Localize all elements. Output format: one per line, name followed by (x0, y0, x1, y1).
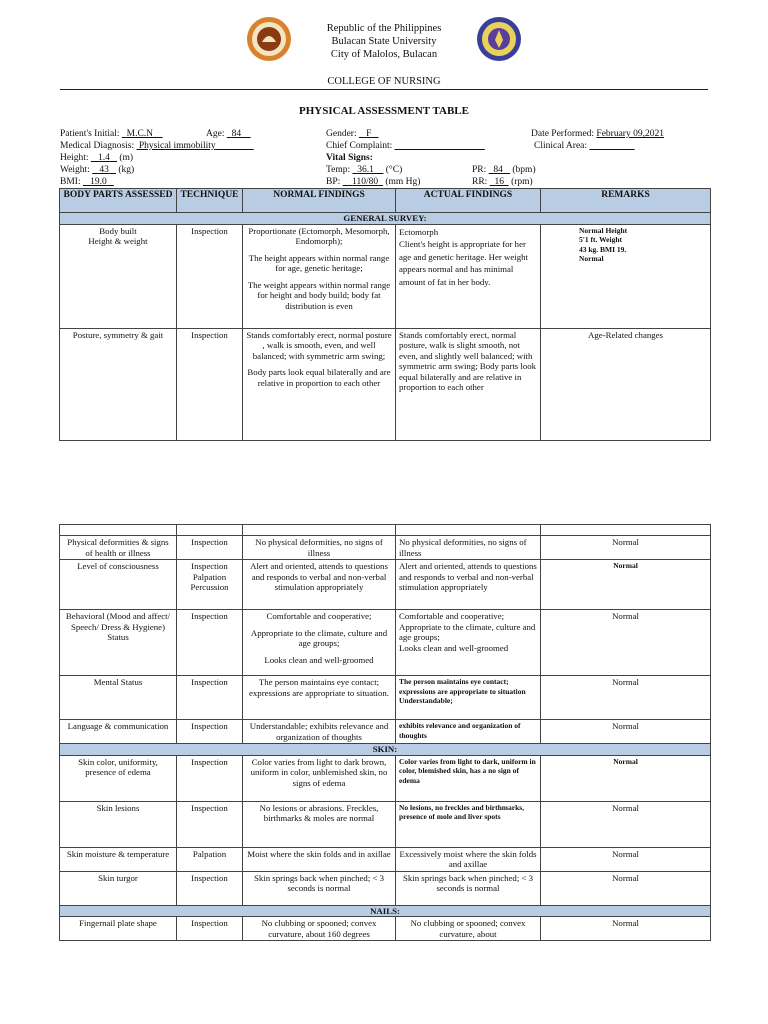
body-part-cell: Mental Status (60, 676, 177, 720)
table-row (60, 610, 711, 676)
patient-gender (326, 129, 379, 140)
technique-cell: Inspection (177, 610, 243, 676)
vital-signs-label: Vital Signs: (326, 153, 373, 163)
table-row (60, 917, 711, 941)
weight-label: Weight: (60, 165, 90, 175)
blood-pressure (326, 177, 420, 188)
table-row (60, 871, 711, 905)
empty-header-row (60, 525, 711, 536)
empty-cell (243, 525, 396, 536)
header-divider (60, 89, 708, 90)
normal-findings-cell: Alert and oriented, attends to questions and responds to verbal and non-verbal stimulation appropriately (243, 560, 396, 610)
body-part-cell: Body built Height & weight (60, 224, 177, 328)
assessment-table-part2 (59, 524, 711, 941)
bmi (60, 177, 114, 188)
actual-findings-cell: exhibits relevance and organization of thoughts (396, 720, 541, 744)
normal-text: Looks clean and well-groomed (264, 654, 374, 665)
pr-unit: (bpm) (512, 165, 536, 175)
gender-value: F (366, 129, 372, 139)
actual-findings-cell: Color varies from light to dark, uniform in color, blemished skin, has a no sign of edema (396, 755, 541, 801)
normal-text: The height appears within normal range for age, genetic heritage; (248, 252, 390, 273)
technique-cell: Inspection (177, 801, 243, 847)
clinical-label: Clinical Area: (534, 141, 588, 151)
actual-findings-cell: Alert and oriented, attends to questions and responds to verbal and non-verbal stimulation appropriately (396, 560, 541, 610)
weight (60, 165, 134, 176)
remarks-cell: Normal (541, 801, 711, 847)
remarks-cell: Age-Related changes (541, 328, 711, 440)
normal-text: Appropriate to the climate, culture and age groups; (250, 627, 388, 648)
weight-value: 43 (99, 165, 109, 175)
technique-cell: Inspection (177, 917, 243, 941)
pulse-rate (472, 165, 536, 176)
table-header-row (60, 189, 711, 213)
normal-text: Body parts look equal bilaterally and are relative in proportion to each other (247, 367, 391, 388)
section-nails (60, 905, 711, 917)
technique-cell: Inspection (177, 224, 243, 328)
table-row (60, 676, 711, 720)
normal-findings-cell: No clubbing or spooned; convex curvature, about 160 degrees (243, 917, 396, 941)
normal-text: Proportionate (Ectomorph, Mesomorph, Endomorph); (248, 225, 390, 246)
complaint-blank (395, 141, 485, 151)
remarks-cell: Normal (541, 536, 711, 560)
height (60, 153, 133, 164)
rr-value: 16 (494, 177, 504, 187)
rr-unit: (rpm) (511, 177, 533, 187)
body-part-cell: Skin moisture & temperature (60, 847, 177, 871)
technique-cell: Inspection (177, 871, 243, 905)
bmi-label: BMI: (60, 177, 81, 187)
weight-unit: (kg) (118, 165, 135, 175)
medical-diagnosis (60, 141, 254, 152)
table-row (60, 328, 711, 440)
temp-unit: (°C) (385, 165, 403, 175)
actual-findings-cell: No clubbing or spooned; convex curvature, about (396, 917, 541, 941)
college-name: COLLEGE OF NURSING (327, 76, 441, 87)
body-part-cell: Skin color, uniformity, presence of edema (60, 755, 177, 801)
clinical-blank (589, 141, 634, 151)
institution-block (0, 22, 768, 61)
empty-cell (541, 525, 711, 536)
page-title: PHYSICAL ASSESSMENT TABLE (299, 105, 469, 117)
remarks-cell: Normal Height 5'1 ft. Weight 43 kg. BMI 19. Normal (541, 224, 711, 328)
section-general-survey (60, 213, 711, 225)
date-label: Date Performed: (531, 129, 595, 139)
normal-findings-cell: No lesions or abrasions. Freckles, birthmarks & moles are normal (243, 801, 396, 847)
actual-findings-cell: Stands comfortably erect, normal posture, walk is slight smooth, not even, and slightly well balanced; with symmetric arm swing; Body parts look equal bilaterally and are relative in proportion to each other (396, 328, 541, 440)
section-label: GENERAL SURVEY: (60, 213, 711, 225)
initial-label: Patient's Initial: (60, 129, 120, 139)
body-part-cell: Physical deformities & signs of health or illness (60, 536, 177, 560)
pr-value: 84 (493, 165, 503, 175)
empty-cell (60, 525, 177, 536)
actual-findings-cell: Excessively moist where the skin folds and axillae (396, 847, 541, 871)
height-label: Height: (60, 153, 89, 163)
normal-text: Stands comfortably erect, normal posture , walk is smooth, even, and well balanced; with symmetric arm swing; (246, 329, 392, 361)
normal-findings-cell: No physical deformities, no signs of illness (243, 536, 396, 560)
bp-label: BP: (326, 177, 341, 187)
normal-text: The weight appears within normal range for height and body build; body fat distribution is even (247, 279, 391, 311)
technique-cell: Inspection (177, 720, 243, 744)
technique-cell: Inspection (177, 328, 243, 440)
date-performed (531, 129, 664, 140)
normal-findings-cell (243, 610, 396, 676)
technique-cell: Inspection (177, 536, 243, 560)
bp-unit: (mm Hg) (385, 177, 421, 187)
body-part-cell: Skin turgor (60, 871, 177, 905)
patient-age (206, 129, 251, 140)
col-header-normal-findings: NORMAL FINDINGS (243, 189, 396, 213)
temperature (326, 165, 402, 176)
body-part-cell: Behavioral (Mood and affect/ Speech/ Dress & Hygiene) Status (60, 610, 177, 676)
date-value: February 09,2021 (596, 129, 664, 139)
city-line: City of Malolos, Bulacan (330, 49, 438, 60)
body-part-cell: Level of consciousness (60, 560, 177, 610)
empty-cell (177, 525, 243, 536)
remarks-cell: Normal (541, 560, 711, 610)
remarks-cell: Normal (541, 917, 711, 941)
body-part-cell: Fingernail plate shape (60, 917, 177, 941)
normal-findings-cell (243, 328, 396, 440)
rr-label: RR: (472, 177, 488, 187)
height-unit: (m) (119, 153, 134, 163)
actual-findings-cell: Ectomorph Client's height is appropriate for her age and genetic heritage. Her weight appears normal and has minimal amount of fat in her body. (396, 224, 541, 328)
col-header-technique: TECHNIQUE (177, 189, 243, 213)
normal-findings-cell: Skin springs back when pinched; < 3 seconds is normal (243, 871, 396, 905)
table-row (60, 755, 711, 801)
normal-findings-cell: Color varies from light to dark brown, uniform in color, unblemished skin, no signs of edema (243, 755, 396, 801)
patient-initial (60, 129, 163, 140)
normal-text: Comfortable and cooperative; (266, 611, 372, 621)
technique-cell: Palpation (177, 847, 243, 871)
actual-findings-cell: Comfortable and cooperative; Appropriate to the climate, culture and age groups; Looks clean and well-groomed (396, 610, 541, 676)
empty-cell (396, 525, 541, 536)
body-part-cell: Language & communication (60, 720, 177, 744)
age-value: 84 (231, 129, 242, 139)
temp-label: Temp: (326, 165, 351, 175)
height-value: 1.4 (98, 153, 110, 163)
col-header-actual-findings: ACTUAL FINDINGS (396, 189, 541, 213)
col-header-remarks: REMARKS (541, 189, 711, 213)
section-label: NAILS: (60, 905, 711, 917)
diagnosis-label: Medical Diagnosis: (60, 141, 135, 151)
actual-findings-cell: The person maintains eye contact; expressions are appropriate to situation Understandable; (396, 676, 541, 720)
remarks-cell: Normal (541, 847, 711, 871)
remarks-cell: Normal (541, 610, 711, 676)
actual-findings-cell: No lesions, no freckles and birthmarks, presence of mole and liver spots (396, 801, 541, 847)
section-label: SKIN: (60, 744, 711, 756)
table-row (60, 224, 711, 328)
document-header (0, 0, 768, 92)
col-header-body-parts: BODY PARTS ASSESSED (60, 189, 177, 213)
assessment-table-part1 (59, 188, 711, 441)
body-part-cell: Posture, symmetry & gait (60, 328, 177, 440)
remarks-cell: Normal (541, 720, 711, 744)
technique-cell: Inspection (177, 755, 243, 801)
clinical-area (534, 141, 635, 152)
section-skin (60, 744, 711, 756)
pr-label: PR: (472, 165, 487, 175)
normal-findings-cell: Understandable; exhibits relevance and organization of thoughts (243, 720, 396, 744)
initial-value: M.C.N (126, 129, 154, 139)
remarks-cell: Normal (541, 755, 711, 801)
remarks-cell: Normal (541, 676, 711, 720)
table-row (60, 560, 711, 610)
table-row (60, 536, 711, 560)
bmi-value: 19.0 (90, 177, 107, 187)
normal-findings-cell: The person maintains eye contact; expressions are appropriate to situation. (243, 676, 396, 720)
chief-complaint (326, 141, 485, 152)
university-line: Bulacan State University (331, 36, 437, 47)
respiratory-rate (472, 177, 533, 188)
normal-findings-cell (243, 224, 396, 328)
college-seal-logo (476, 16, 522, 62)
remarks-cell: Normal (541, 871, 711, 905)
technique-cell: Inspection Palpation Percussion (177, 560, 243, 610)
age-label: Age: (206, 129, 225, 139)
republic-line: Republic of the Philippines (326, 23, 442, 34)
diagnosis-value: Physical immobility (138, 141, 216, 151)
gender-label: Gender: (326, 129, 357, 139)
technique-cell: Inspection (177, 676, 243, 720)
table-row (60, 801, 711, 847)
temp-value: 36.1 (357, 165, 374, 175)
table-row (60, 720, 711, 744)
normal-findings-cell: Moist where the skin folds and in axillae (243, 847, 396, 871)
complaint-label: Chief Complaint: (326, 141, 393, 151)
table-row (60, 847, 711, 871)
bp-value: 110/80 (352, 177, 379, 187)
actual-findings-cell: Skin springs back when pinched; < 3 seconds is normal (396, 871, 541, 905)
actual-findings-cell: No physical deformities, no signs of illness (396, 536, 541, 560)
body-part-cell: Skin lesions (60, 801, 177, 847)
